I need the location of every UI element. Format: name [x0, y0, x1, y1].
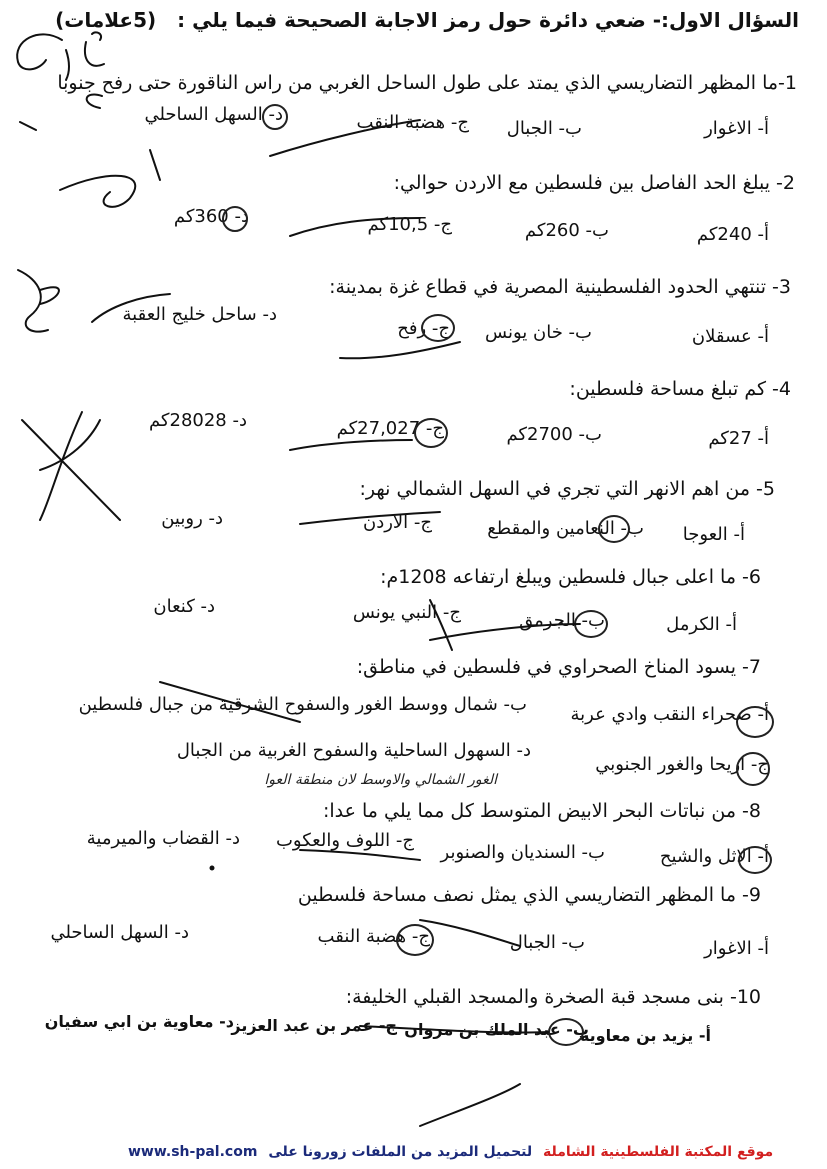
q6-option-c[interactable]: ج- النبي يونس — [352, 602, 461, 623]
question-9: 9- ما المظهر التضاريسي الذي يمثل نصف مساحة فلسطين — [297, 884, 761, 906]
q4-option-c[interactable]: ج- 27,027كم — [336, 418, 444, 439]
answer-circle — [396, 924, 434, 956]
q9-option-a[interactable]: أ- الاغوار — [704, 938, 769, 959]
q8-option-a[interactable]: أ- الاثل والشيح — [659, 846, 769, 867]
q3-option-a[interactable]: أ- عسقلان — [691, 326, 769, 347]
q8-option-d[interactable]: د- القضاب والميرمية — [86, 828, 240, 849]
footer-url[interactable]: www.sh-pal.com — [128, 1144, 258, 1160]
q4-option-b[interactable]: ب- 2700كم — [506, 424, 602, 445]
q9-option-b[interactable]: ب- الجبال — [509, 932, 585, 953]
footer — [128, 1144, 773, 1160]
question-8: 8- من نباتات البحر الابيض المتوسط كل مما يلي ما عدا: — [322, 800, 761, 822]
question-4: 4- كم تبلغ مساحة فلسطين: — [569, 378, 791, 400]
q7-option-a[interactable]: أ- صحراء النقب وادي عربة — [570, 704, 769, 725]
footer-prefix: لتحميل المزيد من الملفات زورونا على — [268, 1144, 533, 1160]
answer-circle — [598, 515, 630, 543]
q1-option-d[interactable]: د- السهل الساحلي — [144, 104, 283, 125]
question-7: 7- يسود المناخ الصحراوي في فلسطين في مناطق: — [356, 656, 761, 678]
answer-circle — [222, 206, 248, 232]
q5-option-b[interactable]: ب- النعامين والمقطع — [487, 518, 644, 539]
answer-circle — [574, 610, 608, 638]
q7-option-c[interactable]: ج- اريحا والغور الجنوبي — [595, 754, 769, 775]
q10-option-a[interactable]: أ- يزيد بن معاوية — [579, 1026, 711, 1045]
question-1: 1-ما المظهر التضاريسي الذي يمتد على طول الساحل الغربي من راس الناقورة حتى رفح جنوبا — [57, 72, 797, 94]
question-2: 2- يبلغ الحد الفاصل بين فلسطين مع الاردن حوالي: — [393, 172, 795, 194]
q4-option-d[interactable]: د- 28028كم — [148, 410, 247, 431]
question-10: 10- بنى مسجد قبة الصخرة والمسجد القبلي الخليفة: — [345, 986, 761, 1008]
q10-option-d[interactable]: د- معاوية بن ابي سفيان — [44, 1012, 234, 1031]
answer-circle — [738, 846, 772, 874]
q3-option-c[interactable]: ج- رفح — [397, 318, 450, 339]
q3-option-d[interactable]: د- ساحل خليج العقبة — [122, 304, 277, 325]
q2-option-c[interactable]: ج- 10,5كم — [367, 214, 452, 235]
q10-option-b[interactable]: ب- عبد الملك بن مروان — [404, 1020, 589, 1039]
q9-option-d[interactable]: د- السهل الساحلي — [50, 922, 189, 943]
answer-circle — [548, 1018, 584, 1046]
answer-circle — [414, 418, 448, 448]
question-5: 5- من اهم الانهر التي تجري في السهل الشمالي نهر: — [359, 478, 775, 500]
answer-circle — [421, 314, 455, 342]
handwritten-note: الغور الشمالي والاوسط لان منطقة العوا — [264, 772, 497, 788]
q6-option-a[interactable]: أ- الكرمل — [666, 614, 737, 635]
q5-option-a[interactable]: أ- العوجا — [682, 524, 745, 545]
q1-option-a[interactable]: أ- الاغوار — [704, 118, 769, 139]
footer-site: موقع المكتبة الفلسطينية الشاملة — [543, 1144, 774, 1160]
q1-option-c[interactable]: ج- هضبة النقب — [356, 112, 469, 133]
answer-circle — [262, 104, 288, 130]
question-6: 6- ما اعلى جبال فلسطين ويبلغ ارتفاعه 1208م: — [380, 566, 761, 588]
q6-option-d[interactable]: د- كنعان — [153, 596, 215, 617]
q7-option-d[interactable]: د- السهول الساحلية والسفوح الغربية من الجبال — [176, 740, 531, 761]
section-title — [55, 8, 799, 32]
q4-option-a[interactable]: أ- 27كم — [708, 428, 769, 449]
q2-option-a[interactable]: أ- 240كم — [696, 224, 769, 245]
section-title-text: السؤال الاول:- ضعي دائرة حول رمز الاجابة الصحيحة فيما يلي : — [177, 8, 799, 32]
question-3: 3- تنتهي الحدود الفلسطينية المصرية في قطاع غزة بمدينة: — [329, 276, 791, 298]
q7-option-b[interactable]: ب- شمال ووسط الغور والسفوح الشرقية من جبال فلسطين — [78, 694, 527, 715]
q2-option-b[interactable]: ب- 260كم — [524, 220, 609, 241]
q9-option-c[interactable]: ج- هضبة النقب — [317, 926, 430, 947]
q6-option-b[interactable]: ب- الجرمق — [519, 610, 605, 631]
q5-option-d[interactable]: د- روبين — [161, 508, 223, 529]
q8-option-b[interactable]: ب- السنديان والصنوبر — [440, 842, 605, 863]
answer-circle — [736, 706, 774, 738]
answer-circle — [736, 752, 770, 786]
q10-option-c[interactable]: ج- عمر بن عبد العزيز — [231, 1016, 397, 1035]
marks-badge: (5علامات) — [55, 8, 157, 32]
q8-option-c[interactable]: ج- اللوف والعكوب — [275, 830, 414, 851]
q3-option-b[interactable]: ب- خان يونس — [485, 322, 592, 343]
q1-option-b[interactable]: ب- الجبال — [506, 118, 582, 139]
q2-option-d[interactable]: د- 360كم — [173, 206, 249, 227]
q5-option-c[interactable]: ج- الاردن — [362, 512, 432, 533]
